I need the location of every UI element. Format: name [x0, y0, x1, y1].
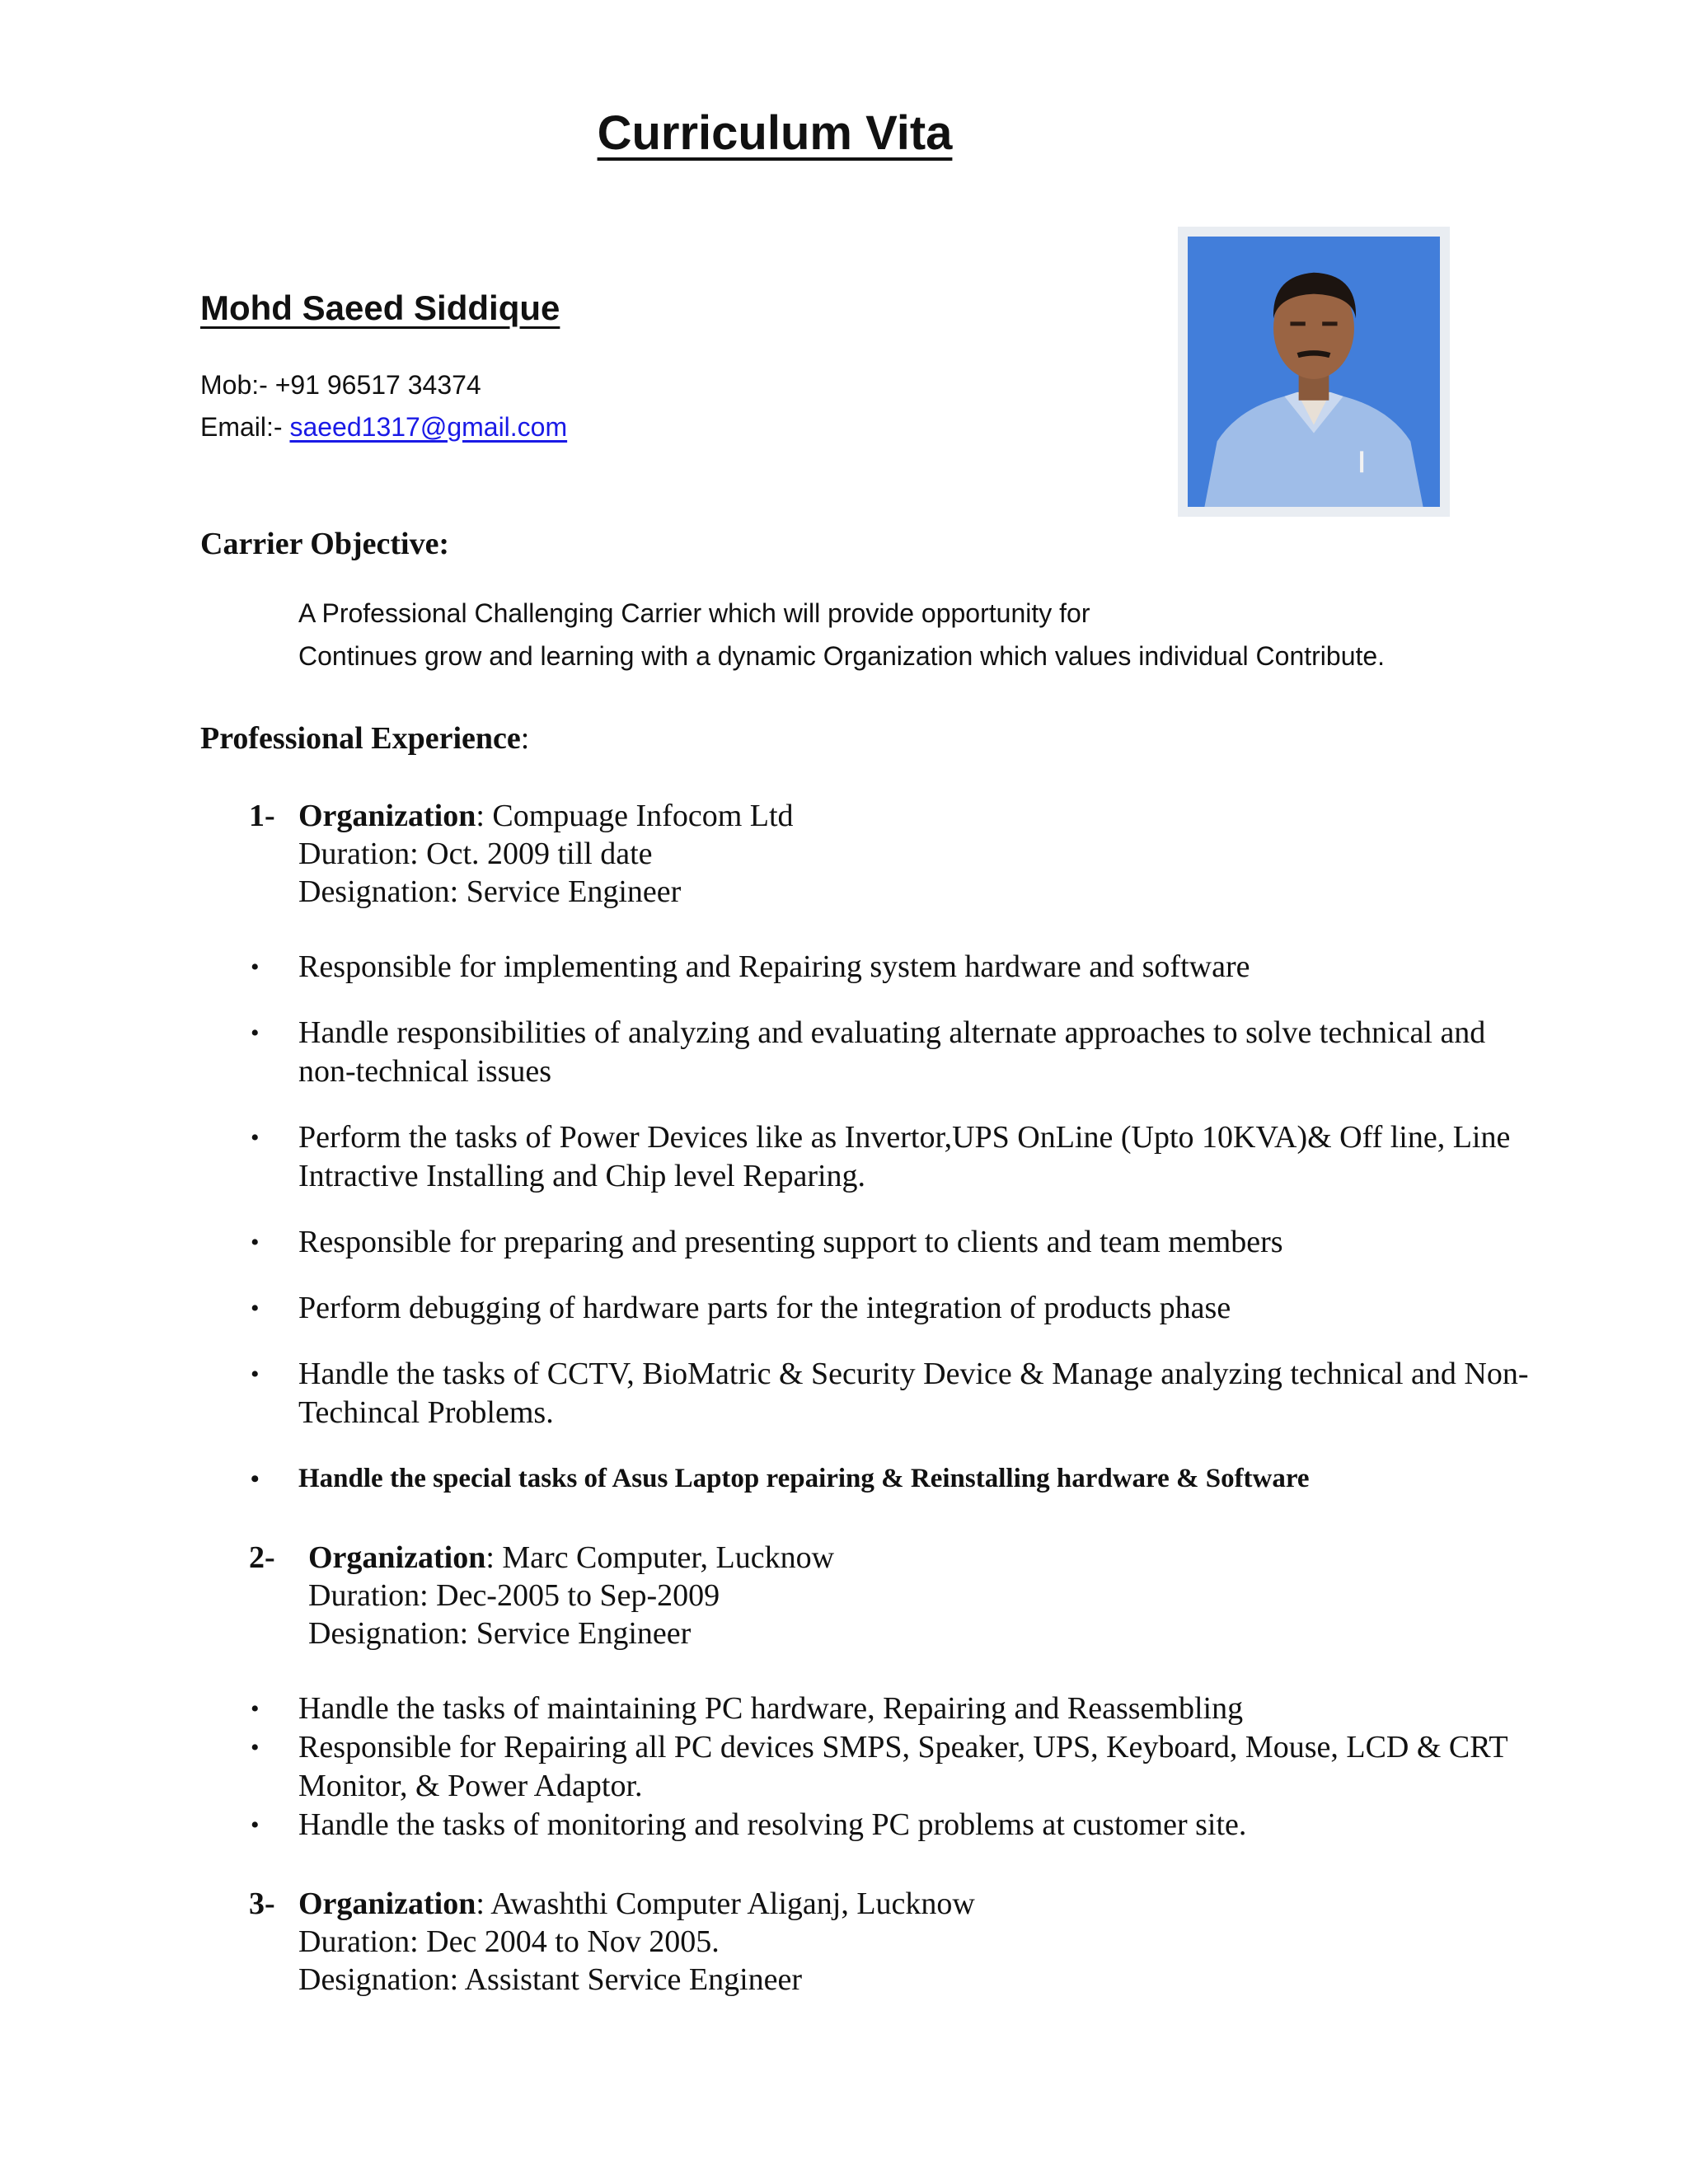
organization-line: [298, 797, 794, 835]
responsibility-item: • Handle responsibilities of analyzing and evaluating alternate approaches to solve technical and non-technical issues: [251, 1015, 1486, 1089]
objective-line-2: Continues grow and learning with a dynamic Organization which values individual Contribute.: [298, 641, 1386, 671]
organization-label: Organization: [298, 1886, 476, 1921]
portrait-image: [1188, 237, 1440, 507]
bullet-icon: •: [251, 1295, 260, 1322]
bullet-icon: •: [251, 1124, 260, 1151]
responsibility-item: • Perform debugging of hardware parts for the integration of products phase: [247, 1289, 1533, 1328]
objective-heading: Carrier Objective:: [200, 527, 450, 561]
responsibility-item: • Handle the tasks of maintaining PC hardware, Repairing and Reassembling: [247, 1690, 1533, 1728]
organization-name: : Marc Computer, Lucknow: [485, 1540, 835, 1575]
organization-number: 1-: [249, 799, 275, 833]
designation-line: Designation: Assistant Service Engineer: [298, 1962, 803, 1997]
responsibility-item: • Handle the tasks of monitoring and resolving PC problems at customer site.: [247, 1806, 1533, 1844]
duration-line: Duration: Oct. 2009 till date: [298, 837, 653, 871]
bullet-icon: •: [251, 1361, 260, 1388]
responsibility-item: • Handle the tasks of CCTV, BioMatric & Security Device & Manage analyzing technical and Non-Techincal Problems.: [251, 1357, 1529, 1430]
experience-heading-text: Professional Experience: [200, 721, 521, 756]
bullet-icon: •: [251, 1465, 260, 1493]
email-label: Email:-: [200, 412, 283, 442]
email-line: [200, 412, 567, 443]
organization-name: : Awashthi Computer Aliganj, Lucknow: [476, 1886, 975, 1921]
profile-photo: [1178, 227, 1450, 517]
mobile-line: [200, 370, 481, 401]
bullet-icon: •: [251, 1229, 260, 1256]
organization-name: : Compuage Infocom Ltd: [476, 799, 794, 833]
organization-label: Organization: [308, 1540, 486, 1575]
email-link[interactable]: saeed1317@gmail.com: [289, 412, 568, 442]
bullet-icon: •: [251, 1734, 260, 1761]
responsibility-item: • Perform the tasks of Power Devices like as Invertor,UPS OnLine (Upto 10KVA)& Off line, Line Intractive Installing and Chip level Reparing.: [251, 1120, 1511, 1193]
organization-line: [308, 1539, 834, 1577]
bullet-icon: •: [251, 1695, 260, 1722]
duration-line: Duration: Dec 2004 to Nov 2005.: [298, 1924, 720, 1959]
responsibility-item: • Responsible for preparing and presenting support to clients and team members: [247, 1223, 1533, 1262]
responsibility-item: • Handle the special tasks of Asus Laptop repairing & Reinstalling hardware & Software: [247, 1460, 1533, 1498]
organization-1-responsibilities: [247, 948, 1533, 1526]
bullet-icon: •: [251, 954, 260, 981]
designation-line: Designation: Service Engineer: [308, 1616, 692, 1651]
mobile-label: Mob:-: [200, 370, 268, 400]
bullet-icon: •: [251, 1019, 260, 1047]
mobile-number: +91 96517 34374: [274, 370, 481, 400]
responsibility-item: • Responsible for Repairing all PC devices SMPS, Speaker, UPS, Keyboard, Mouse, LCD & CRT Monitor, & Power Adaptor.: [251, 1730, 1507, 1803]
organization-number: 2-: [249, 1540, 275, 1575]
bullet-icon: •: [251, 1811, 260, 1839]
candidate-name: Mohd Saeed Siddique: [200, 288, 560, 327]
organization-label: Organization: [298, 799, 476, 833]
document-title: Curriculum Vita: [597, 106, 953, 160]
experience-heading-colon: :: [520, 721, 530, 756]
duration-line: Duration: Dec-2005 to Sep-2009: [308, 1578, 720, 1613]
responsibility-item: • Responsible for implementing and Repairing system hardware and software: [247, 948, 1533, 987]
organization-2-responsibilities: [247, 1690, 1533, 1844]
objective-line-1: A Professional Challenging Carrier which will provide opportunity for: [298, 598, 1090, 628]
designation-line: Designation: Service Engineer: [298, 874, 682, 909]
organization-line: [298, 1885, 975, 1923]
organization-number: 3-: [249, 1886, 275, 1921]
experience-heading: [200, 720, 529, 757]
